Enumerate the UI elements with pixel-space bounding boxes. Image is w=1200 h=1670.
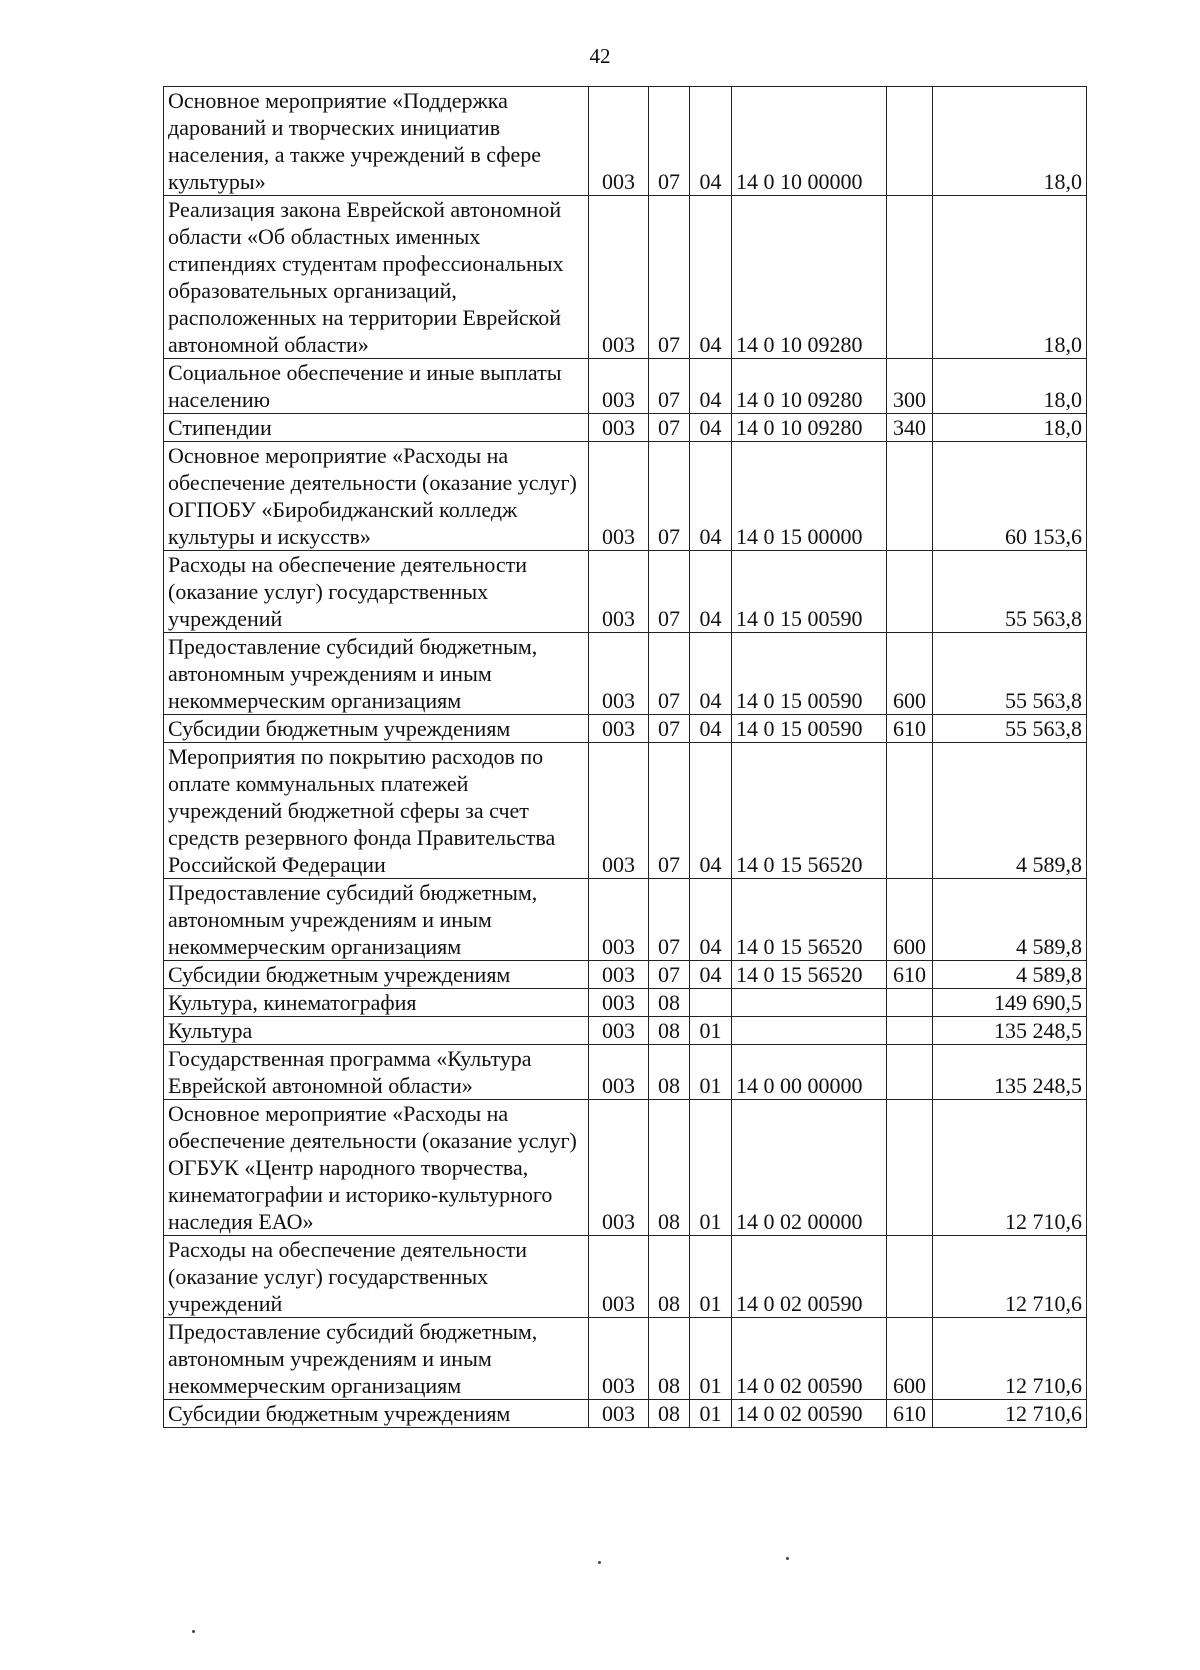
row-grbs-code: 003 <box>589 1400 649 1428</box>
row-amount: 55 563,8 <box>933 715 1087 743</box>
row-expense-type-code <box>887 1236 933 1318</box>
row-subsection-code: 04 <box>690 196 732 359</box>
table-row <box>164 879 1087 961</box>
row-subsection-code: 04 <box>690 743 732 879</box>
table-row <box>164 414 1087 442</box>
row-target-article-code: 14 0 02 00590 <box>732 1236 887 1318</box>
row-grbs-code: 003 <box>589 879 649 961</box>
row-grbs-code: 003 <box>589 633 649 715</box>
row-subsection-code: 01 <box>690 1400 732 1428</box>
row-subsection-code: 01 <box>690 1045 732 1100</box>
row-target-article-code <box>732 1017 887 1045</box>
row-name: Мероприятия по покрытию расходов по оплате коммунальных платежей учреждений бюджетной сферы за счет средств резервного фонда Правительства Российской Федерации <box>164 743 589 879</box>
row-subsection-code: 04 <box>690 715 732 743</box>
row-amount: 18,0 <box>933 359 1087 414</box>
row-amount: 12 710,6 <box>933 1236 1087 1318</box>
row-expense-type-code <box>887 551 933 633</box>
row-amount: 55 563,8 <box>933 551 1087 633</box>
row-target-article-code: 14 0 10 09280 <box>732 359 887 414</box>
budget-table-body <box>164 87 1087 1428</box>
table-row <box>164 551 1087 633</box>
row-target-article-code: 14 0 15 00590 <box>732 715 887 743</box>
row-target-article-code: 14 0 10 09280 <box>732 414 887 442</box>
table-row <box>164 196 1087 359</box>
row-name: Расходы на обеспечение деятельности (оказание услуг) государственных учреждений <box>164 551 589 633</box>
row-name: Основное мероприятие «Расходы на обеспечение деятельности (оказание услуг) ОГБУК «Центр народного творчества, кинематографии и историко-культурного наследия ЕАО» <box>164 1100 589 1236</box>
scan-speck <box>786 1557 789 1560</box>
row-subsection-code: 01 <box>690 1236 732 1318</box>
budget-table <box>163 86 1087 1428</box>
row-grbs-code: 003 <box>589 442 649 551</box>
row-target-article-code: 14 0 15 00000 <box>732 442 887 551</box>
row-expense-type-code <box>887 442 933 551</box>
row-name: Стипендии <box>164 414 589 442</box>
row-amount: 149 690,5 <box>933 989 1087 1017</box>
row-section-code: 08 <box>649 1400 690 1428</box>
table-row <box>164 715 1087 743</box>
row-target-article-code: 14 0 00 00000 <box>732 1045 887 1100</box>
row-subsection-code: 04 <box>690 359 732 414</box>
page-number: 42 <box>589 44 611 68</box>
row-amount: 55 563,8 <box>933 633 1087 715</box>
table-row <box>164 1236 1087 1318</box>
table-row <box>164 1318 1087 1400</box>
table-row <box>164 961 1087 989</box>
row-name: Субсидии бюджетным учреждениям <box>164 961 589 989</box>
row-expense-type-code: 600 <box>887 1318 933 1400</box>
row-subsection-code: 04 <box>690 551 732 633</box>
row-subsection-code: 01 <box>690 1017 732 1045</box>
row-amount: 18,0 <box>933 414 1087 442</box>
row-subsection-code: 04 <box>690 442 732 551</box>
table-row <box>164 1100 1087 1236</box>
table-row <box>164 359 1087 414</box>
row-name: Предоставление субсидий бюджетным, автономным учреждениям и иным некоммерческим организациям <box>164 1318 589 1400</box>
row-target-article-code: 14 0 15 56520 <box>732 961 887 989</box>
row-expense-type-code: 600 <box>887 879 933 961</box>
row-name: Культура <box>164 1017 589 1045</box>
row-amount: 4 589,8 <box>933 743 1087 879</box>
row-expense-type-code <box>887 989 933 1017</box>
row-grbs-code: 003 <box>589 196 649 359</box>
row-name: Субсидии бюджетным учреждениям <box>164 715 589 743</box>
row-subsection-code: 04 <box>690 87 732 196</box>
row-target-article-code: 14 0 02 00000 <box>732 1100 887 1236</box>
row-expense-type-code <box>887 196 933 359</box>
row-target-article-code: 14 0 15 56520 <box>732 879 887 961</box>
row-subsection-code: 04 <box>690 414 732 442</box>
row-name: Основное мероприятие «Поддержка дарований и творческих инициатив населения, а также учреждений в сфере культуры» <box>164 87 589 196</box>
row-target-article-code: 14 0 15 00590 <box>732 633 887 715</box>
table-row <box>164 1045 1087 1100</box>
row-grbs-code: 003 <box>589 1045 649 1100</box>
row-grbs-code: 003 <box>589 359 649 414</box>
row-section-code: 08 <box>649 1236 690 1318</box>
row-amount: 4 589,8 <box>933 879 1087 961</box>
table-row <box>164 1400 1087 1428</box>
row-target-article-code: 14 0 10 00000 <box>732 87 887 196</box>
row-amount: 18,0 <box>933 196 1087 359</box>
row-grbs-code: 003 <box>589 1100 649 1236</box>
table-row <box>164 633 1087 715</box>
row-name: Культура, кинематография <box>164 989 589 1017</box>
row-name: Социальное обеспечение и иные выплаты населению <box>164 359 589 414</box>
row-expense-type-code: 300 <box>887 359 933 414</box>
row-subsection-code: 04 <box>690 879 732 961</box>
table-row <box>164 1017 1087 1045</box>
row-expense-type-code <box>887 1017 933 1045</box>
row-target-article-code: 14 0 10 09280 <box>732 196 887 359</box>
row-subsection-code: 04 <box>690 961 732 989</box>
row-amount: 18,0 <box>933 87 1087 196</box>
row-grbs-code: 003 <box>589 1318 649 1400</box>
row-section-code: 07 <box>649 87 690 196</box>
row-grbs-code: 003 <box>589 1017 649 1045</box>
row-section-code: 07 <box>649 359 690 414</box>
row-grbs-code: 003 <box>589 961 649 989</box>
row-amount: 4 589,8 <box>933 961 1087 989</box>
row-target-article-code: 14 0 15 00590 <box>732 551 887 633</box>
row-name: Субсидии бюджетным учреждениям <box>164 1400 589 1428</box>
row-grbs-code: 003 <box>589 1236 649 1318</box>
table-row <box>164 87 1087 196</box>
row-name: Расходы на обеспечение деятельности (оказание услуг) государственных учреждений <box>164 1236 589 1318</box>
row-grbs-code: 003 <box>589 551 649 633</box>
row-grbs-code: 003 <box>589 715 649 743</box>
table-row <box>164 442 1087 551</box>
row-target-article-code: 14 0 02 00590 <box>732 1400 887 1428</box>
row-grbs-code: 003 <box>589 414 649 442</box>
row-section-code: 07 <box>649 961 690 989</box>
row-subsection-code <box>690 989 732 1017</box>
row-name: Предоставление субсидий бюджетным, автономным учреждениям и иным некоммерческим организациям <box>164 879 589 961</box>
row-section-code: 08 <box>649 1017 690 1045</box>
row-subsection-code: 01 <box>690 1318 732 1400</box>
row-expense-type-code <box>887 1100 933 1236</box>
row-section-code: 07 <box>649 442 690 551</box>
row-grbs-code: 003 <box>589 989 649 1017</box>
row-section-code: 08 <box>649 1100 690 1236</box>
row-grbs-code: 003 <box>589 743 649 879</box>
row-expense-type-code: 610 <box>887 961 933 989</box>
row-section-code: 07 <box>649 633 690 715</box>
row-expense-type-code: 610 <box>887 715 933 743</box>
row-name: Предоставление субсидий бюджетным, автономным учреждениям и иным некоммерческим организациям <box>164 633 589 715</box>
row-name: Государственная программа «Культура Еврейской автономной области» <box>164 1045 589 1100</box>
table-row <box>164 989 1087 1017</box>
row-section-code: 07 <box>649 715 690 743</box>
row-amount: 12 710,6 <box>933 1400 1087 1428</box>
row-name: Основное мероприятие «Расходы на обеспечение деятельности (оказание услуг) ОГПОБУ «Биробиджанский колледж культуры и искусств» <box>164 442 589 551</box>
row-expense-type-code: 600 <box>887 633 933 715</box>
row-target-article-code: 14 0 02 00590 <box>732 1318 887 1400</box>
row-section-code: 07 <box>649 743 690 879</box>
row-expense-type-code <box>887 743 933 879</box>
row-section-code: 08 <box>649 1318 690 1400</box>
scan-speck <box>598 1561 601 1564</box>
row-expense-type-code: 340 <box>887 414 933 442</box>
row-amount: 135 248,5 <box>933 1045 1087 1100</box>
row-amount: 12 710,6 <box>933 1100 1087 1236</box>
row-subsection-code: 04 <box>690 633 732 715</box>
row-section-code: 07 <box>649 414 690 442</box>
row-section-code: 07 <box>649 879 690 961</box>
row-amount: 12 710,6 <box>933 1318 1087 1400</box>
row-grbs-code: 003 <box>589 87 649 196</box>
scan-speck <box>192 1630 195 1633</box>
row-expense-type-code: 610 <box>887 1400 933 1428</box>
row-section-code: 07 <box>649 551 690 633</box>
row-section-code: 08 <box>649 1045 690 1100</box>
table-row <box>164 743 1087 879</box>
row-section-code: 07 <box>649 196 690 359</box>
row-target-article-code: 14 0 15 56520 <box>732 743 887 879</box>
row-amount: 60 153,6 <box>933 442 1087 551</box>
row-expense-type-code <box>887 1045 933 1100</box>
row-section-code: 08 <box>649 989 690 1017</box>
row-amount: 135 248,5 <box>933 1017 1087 1045</box>
row-name: Реализация закона Еврейской автономной области «Об областных именных стипендиях студентам профессиональных образовательных организаций, расположенных на территории Еврейской автономной области» <box>164 196 589 359</box>
row-expense-type-code <box>887 87 933 196</box>
row-target-article-code <box>732 989 887 1017</box>
row-subsection-code: 01 <box>690 1100 732 1236</box>
